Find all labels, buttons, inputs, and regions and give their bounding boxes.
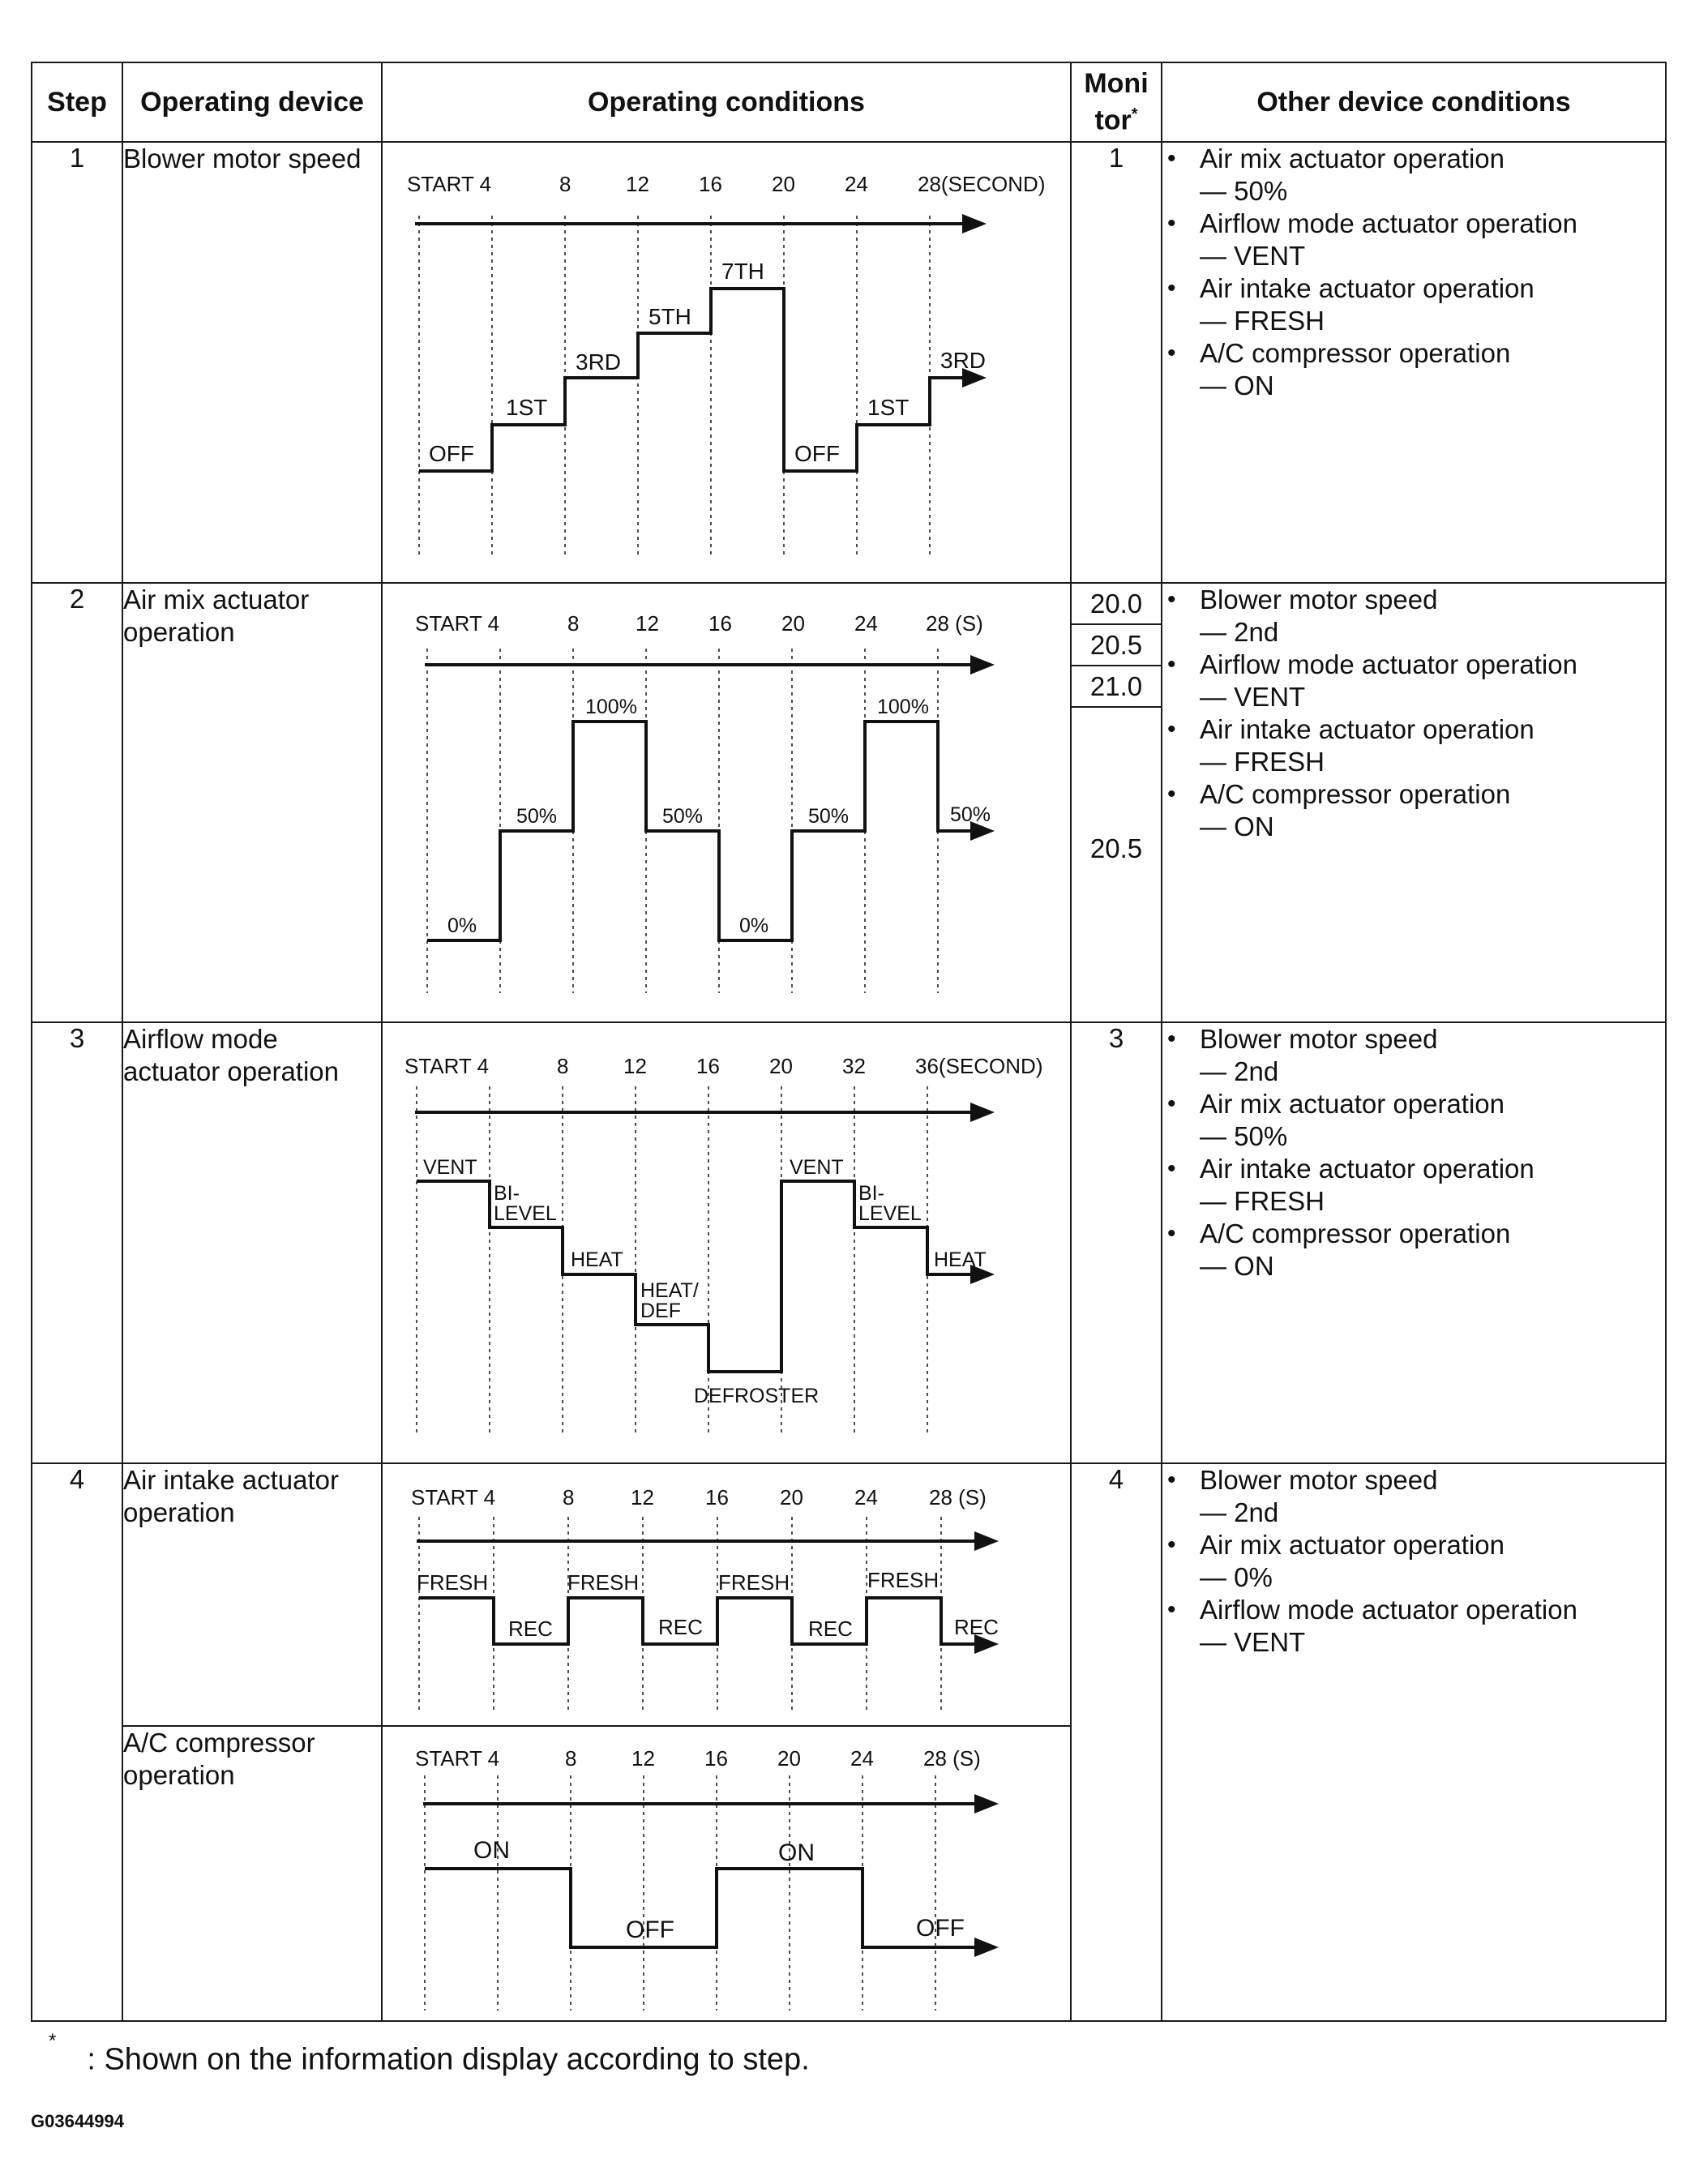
condition-name: • Airflow mode actuator operation [1200,1595,1577,1625]
level-label: 0% [739,914,769,937]
tick-label: 8 [563,1485,575,1510]
condition-value: — VENT [1200,1627,1306,1657]
condition-name: • A/C compressor operation [1200,779,1511,809]
condition-value: — 2nd [1200,1056,1279,1086]
tick-label: START 4 [407,172,492,196]
other-device-conditions [1162,1463,1666,2021]
level-label: 1ST [867,395,910,420]
condition-name: • Airflow mode actuator operation [1200,649,1577,679]
tick-label: 28 (S) [929,1485,987,1510]
level-label: 50% [950,803,991,826]
tick-label: START 4 [415,1746,500,1771]
timing-chart-step4-air-intake [383,1464,1072,1725]
level-label: VENT [423,1156,477,1179]
monitor-value: 3 [1071,1022,1162,1463]
condition-name: • Air intake actuator operation [1200,1154,1534,1184]
condition-name: • A/C compressor operation [1200,338,1511,368]
level-label: DEFROSTER [694,1385,820,1407]
condition-value: — ON [1200,370,1274,400]
level-label: HEAT [571,1248,623,1271]
footnote [49,2030,810,2078]
header-monitor-star: * [1131,105,1138,124]
operating-conditions [382,583,1071,1022]
tick-label: 20 [781,611,805,636]
tick-label: 8 [565,1746,577,1771]
tick-label: 28 (S) [923,1746,981,1771]
list-item [1162,1088,1665,1153]
condition-value: — FRESH [1200,1186,1325,1216]
level-label: VENT [790,1156,844,1179]
step-number: 2 [32,583,122,1022]
tick-label: 8 [567,611,580,636]
condition-name: • Air mix actuator operation [1200,1530,1505,1560]
condition-value: — 0% [1200,1562,1273,1592]
condition-value: — 50% [1200,1121,1288,1151]
level-label: REC [954,1615,999,1639]
condition-name: • Air mix actuator operation [1200,1089,1505,1119]
monitor-value: 21.0 [1072,666,1161,708]
level-label: FRESH [718,1570,790,1595]
tick-label: 8 [559,172,571,196]
figure-code: G03644994 [31,2111,124,2131]
footnote-star: * [49,2030,57,2052]
level-label: 1ST [506,395,548,420]
condition-name: • Air intake actuator operation [1200,714,1534,744]
level-label: 50% [516,805,558,828]
list-item [1162,337,1665,402]
condition-name: • Blower motor speed [1200,585,1438,615]
operating-conditions [382,1463,1071,1726]
tick-label: 12 [626,172,649,196]
level-label: 50% [808,805,850,828]
tick-label: START 4 [404,1054,490,1078]
tick-label: 8 [557,1054,569,1078]
tick-label: 20 [772,172,795,196]
level-label: 5TH [648,304,691,329]
level-label: OFF [626,1916,674,1943]
operating-conditions [382,1726,1071,2021]
timing-chart-step2 [383,584,1072,1021]
list-item [1162,1023,1665,1088]
level-label: REC [658,1615,703,1639]
condition-name: • Air mix actuator operation [1200,143,1505,173]
monitor-value: 20.5 [1072,625,1161,666]
step-number: 3 [32,1022,122,1463]
tick-label: 16 [705,1485,729,1510]
level-label: 100% [877,696,929,718]
condition-value: — FRESH [1200,747,1325,777]
monitor-value: 4 [1071,1463,1162,2021]
level-label: REC [508,1617,553,1641]
procedure-table [31,62,1667,2022]
header-monitor-line2: tor [1094,105,1132,136]
level-label: FRESH [867,1568,940,1592]
tick-label: 12 [623,1054,647,1078]
header-other-device-conditions: Other device conditions [1162,62,1666,142]
step-number: 4 [32,1463,122,2021]
list-item [1162,1218,1665,1283]
tick-label: 24 [850,1746,874,1771]
condition-name: • Airflow mode actuator operation [1200,208,1577,238]
level-label: HEAT [934,1248,987,1271]
condition-value: — ON [1200,1251,1274,1281]
tick-label: 24 [854,1485,878,1510]
level-label: 50% [662,805,704,828]
operating-device: Blower motor speed [122,142,382,583]
operating-conditions [382,142,1071,583]
tick-label: 12 [631,1746,655,1771]
operating-device: Air intake actuator operation [122,1463,382,1726]
header-monitor [1071,62,1162,142]
monitor-value: 20.0 [1072,584,1161,625]
footnote-text: : Shown on the information display according to step. [87,2042,810,2077]
timing-chart-step1 [383,143,1072,582]
tick-label: START 4 [411,1485,496,1510]
level-label: FRESH [417,1570,489,1595]
condition-name: • Air intake actuator operation [1200,273,1534,303]
timing-chart-step4-ac-compressor [383,1727,1072,2020]
other-device-conditions [1162,1022,1666,1463]
level-label: BI- [858,1182,884,1205]
condition-value: — 50% [1200,176,1288,206]
level-label: DEF [640,1300,681,1322]
level-label: 100% [585,696,637,718]
level-label: OFF [429,441,474,466]
header-row [32,62,1666,142]
tick-label: 20 [777,1746,801,1771]
tick-label: 20 [780,1485,803,1510]
operating-device: A/C compressor operation [122,1726,382,2021]
header-operating-conditions: Operating conditions [382,62,1071,142]
table-row-step-4 [32,1463,1666,1726]
monitor-value: 1 [1071,142,1162,583]
list-item [1162,208,1665,272]
operating-conditions [382,1022,1071,1463]
header-step: Step [32,62,122,142]
list-item [1162,1529,1665,1594]
list-item [1162,1153,1665,1218]
operating-device: Airflow mode actuator operation [122,1022,382,1463]
list-item [1162,584,1665,649]
list-item [1162,649,1665,713]
tick-label: 16 [696,1054,720,1078]
monitor-value: 20.5 [1089,833,1143,863]
tick-label: 28 (S) [926,611,983,636]
other-device-conditions [1162,142,1666,583]
list-item [1162,778,1665,843]
other-device-conditions [1162,583,1666,1022]
tick-label: 20 [769,1054,793,1078]
operating-device: Air mix actuator operation [122,583,382,1022]
level-label: ON [778,1839,815,1866]
tick-label: 16 [704,1746,728,1771]
level-label: OFF [916,1915,965,1942]
list-item [1162,1464,1665,1529]
tick-label: 16 [708,611,732,636]
condition-name: • A/C compressor operation [1200,1218,1511,1248]
list-item [1162,272,1665,337]
level-label: LEVEL [494,1202,557,1225]
step-number: 1 [32,142,122,583]
tick-label: 32 [842,1054,866,1078]
table-row-step-3 [32,1022,1666,1463]
header-monitor-line1: Moni [1084,68,1149,100]
condition-name: • Blower motor speed [1200,1024,1438,1054]
condition-value: — 2nd [1200,1497,1279,1527]
condition-value: — ON [1200,812,1274,841]
list-item [1162,1594,1665,1659]
level-label: 3RD [576,349,622,375]
condition-name: • Blower motor speed [1200,1465,1438,1495]
condition-value: — 2nd [1200,617,1279,647]
level-label: HEAT/ [640,1279,699,1302]
tick-label: 36(SECOND) [915,1054,1043,1078]
tick-label: 28(SECOND) [918,172,1046,196]
tick-label: 12 [631,1485,654,1510]
level-label: 0% [447,914,477,937]
tick-label: 24 [854,611,878,636]
table-row-step-1 [32,142,1666,583]
level-label: BI- [494,1182,520,1205]
condition-value: — VENT [1200,682,1306,712]
tick-label: 24 [845,172,868,196]
tick-label: 16 [699,172,722,196]
level-label: FRESH [567,1570,640,1595]
monitor-values [1071,583,1162,1022]
table-row-step-2 [32,583,1666,1022]
tick-label: 12 [636,611,659,636]
timing-chart-step3 [383,1023,1072,1462]
list-item [1162,713,1665,778]
condition-value: — FRESH [1200,306,1325,336]
level-label: ON [473,1837,510,1864]
level-label: LEVEL [858,1202,922,1225]
level-label: 3RD [940,348,987,373]
header-operating-device: Operating device [122,62,382,142]
tick-label: START 4 [415,611,500,636]
level-label: REC [808,1617,853,1641]
level-label: OFF [794,441,840,466]
level-label: 7TH [721,259,764,284]
condition-value: — VENT [1200,241,1306,271]
list-item [1162,143,1665,208]
